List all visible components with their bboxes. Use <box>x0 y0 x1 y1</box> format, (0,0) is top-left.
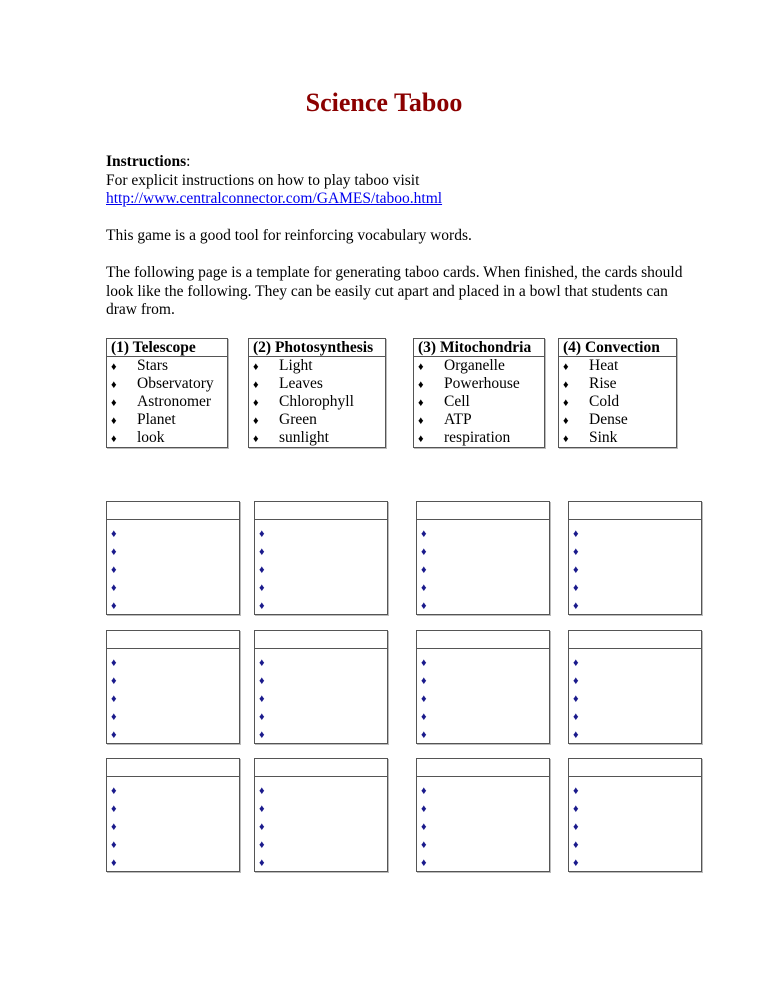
taboo-word <box>418 411 544 429</box>
example-card <box>558 338 677 448</box>
diamond-bullet-icon: ♦ <box>421 821 427 833</box>
diamond-bullet-icon: ♦ <box>259 657 265 669</box>
diamond-bullet-icon: ♦ <box>421 546 427 558</box>
blank-word <box>421 799 549 817</box>
blank-word <box>573 707 701 725</box>
diamond-bullet-icon: ♦ <box>573 693 579 705</box>
blank-word <box>421 835 549 853</box>
diamond-bullet-icon: ♦ <box>573 839 579 851</box>
word-list <box>249 357 385 447</box>
blank-word <box>259 524 387 542</box>
diamond-bullet-icon: ♦ <box>259 600 265 612</box>
word-list <box>417 649 549 743</box>
blank-card <box>106 758 240 872</box>
diamond-bullet-icon: ♦ <box>259 693 265 705</box>
diamond-bullet-icon: ♦ <box>418 361 424 373</box>
card-title-blank <box>569 759 701 777</box>
blank-word <box>111 524 239 542</box>
diamond-bullet-icon: ♦ <box>573 528 579 540</box>
blank-word <box>259 817 387 835</box>
word-list <box>559 357 676 447</box>
blank-word <box>259 653 387 671</box>
taboo-word <box>111 393 227 411</box>
diamond-bullet-icon: ♦ <box>111 729 117 741</box>
blank-word <box>421 542 549 560</box>
taboo-word <box>563 393 676 411</box>
blank-word <box>111 596 239 614</box>
taboo-word <box>111 375 227 393</box>
diamond-bullet-icon: ♦ <box>259 546 265 558</box>
instructions-text: For explicit instructions on how to play taboo visit <box>106 171 420 189</box>
card-title-blank <box>107 502 239 520</box>
diamond-bullet-icon: ♦ <box>111 379 117 391</box>
diamond-bullet-icon: ♦ <box>421 857 427 869</box>
card-title-blank <box>107 759 239 777</box>
diamond-bullet-icon: ♦ <box>573 657 579 669</box>
diamond-bullet-icon: ♦ <box>111 564 117 576</box>
blank-word <box>111 560 239 578</box>
diamond-bullet-icon: ♦ <box>111 711 117 723</box>
card-title-blank <box>569 631 701 649</box>
example-card <box>248 338 386 448</box>
word-text: Light <box>279 357 313 374</box>
card-title-blank <box>417 759 549 777</box>
diamond-bullet-icon: ♦ <box>421 675 427 687</box>
diamond-bullet-icon: ♦ <box>259 785 265 797</box>
blank-word <box>259 560 387 578</box>
diamond-bullet-icon: ♦ <box>418 415 424 427</box>
diamond-bullet-icon: ♦ <box>421 693 427 705</box>
diamond-bullet-icon: ♦ <box>259 803 265 815</box>
blank-word <box>111 653 239 671</box>
card-title-blank <box>255 759 387 777</box>
diamond-bullet-icon: ♦ <box>253 415 259 427</box>
diamond-bullet-icon: ♦ <box>111 582 117 594</box>
diamond-bullet-icon: ♦ <box>259 675 265 687</box>
blank-card <box>568 630 702 744</box>
diamond-bullet-icon: ♦ <box>563 361 569 373</box>
diamond-bullet-icon: ♦ <box>573 785 579 797</box>
taboo-word <box>418 429 544 447</box>
diamond-bullet-icon: ♦ <box>259 839 265 851</box>
word-list <box>414 357 544 447</box>
card-title-blank <box>417 631 549 649</box>
word-list <box>569 777 701 871</box>
colon: : <box>186 153 191 170</box>
blank-word <box>421 725 549 743</box>
diamond-bullet-icon: ♦ <box>111 433 117 445</box>
blank-word <box>259 542 387 560</box>
blank-word <box>111 835 239 853</box>
blank-word <box>421 853 549 871</box>
taboo-word <box>563 375 676 393</box>
blank-word <box>573 560 701 578</box>
taboo-word <box>253 411 385 429</box>
blank-word <box>421 707 549 725</box>
diamond-bullet-icon: ♦ <box>253 433 259 445</box>
word-text: Green <box>279 411 317 428</box>
diamond-bullet-icon: ♦ <box>573 675 579 687</box>
diamond-bullet-icon: ♦ <box>259 857 265 869</box>
example-card <box>413 338 545 448</box>
taboo-word <box>418 357 544 375</box>
card-title-blank <box>107 631 239 649</box>
blank-word <box>573 542 701 560</box>
diamond-bullet-icon: ♦ <box>259 582 265 594</box>
diamond-bullet-icon: ♦ <box>111 397 117 409</box>
instructions-label: Instructions <box>106 153 187 170</box>
diamond-bullet-icon: ♦ <box>253 397 259 409</box>
blank-word <box>111 671 239 689</box>
diamond-bullet-icon: ♦ <box>421 711 427 723</box>
blank-word <box>573 524 701 542</box>
blank-word <box>111 578 239 596</box>
blank-word <box>421 817 549 835</box>
taboo-word <box>563 357 676 375</box>
blank-word <box>573 653 701 671</box>
word-list <box>255 777 387 871</box>
diamond-bullet-icon: ♦ <box>563 433 569 445</box>
word-text: Rise <box>589 375 617 392</box>
diamond-bullet-icon: ♦ <box>418 397 424 409</box>
diamond-bullet-icon: ♦ <box>259 821 265 833</box>
diamond-bullet-icon: ♦ <box>111 528 117 540</box>
diamond-bullet-icon: ♦ <box>573 821 579 833</box>
diamond-bullet-icon: ♦ <box>421 600 427 612</box>
diamond-bullet-icon: ♦ <box>421 657 427 669</box>
diamond-bullet-icon: ♦ <box>418 433 424 445</box>
blank-word <box>111 817 239 835</box>
taboo-word <box>563 429 676 447</box>
card-title: (4) Convection <box>559 339 676 357</box>
diamond-bullet-icon: ♦ <box>421 839 427 851</box>
diamond-bullet-icon: ♦ <box>563 415 569 427</box>
diamond-bullet-icon: ♦ <box>573 711 579 723</box>
word-list <box>107 357 227 447</box>
card-title: (3) Mitochondria <box>414 339 544 357</box>
blank-word <box>573 781 701 799</box>
paragraph-vocabulary: This game is a good tool for reinforcing vocabulary words. <box>106 227 472 244</box>
diamond-bullet-icon: ♦ <box>253 379 259 391</box>
word-list <box>569 649 701 743</box>
word-text: ATP <box>444 411 472 428</box>
paragraph-template: The following page is a template for generating taboo cards. When finished, the cards should look like the following. They can be easily cut apart and placed in a bowl that students can draw from. <box>106 264 683 318</box>
diamond-bullet-icon: ♦ <box>259 711 265 723</box>
word-list <box>107 777 239 871</box>
blank-word <box>573 578 701 596</box>
blank-word <box>259 799 387 817</box>
diamond-bullet-icon: ♦ <box>421 582 427 594</box>
card-title: (1) Telescope <box>107 339 227 357</box>
blank-card <box>416 758 550 872</box>
blank-card <box>416 630 550 744</box>
diamond-bullet-icon: ♦ <box>111 600 117 612</box>
word-text: Cold <box>589 393 620 410</box>
blank-word <box>421 560 549 578</box>
blank-word <box>421 671 549 689</box>
word-text: respiration <box>444 429 511 446</box>
instructions <box>106 153 686 209</box>
word-text: Stars <box>137 357 168 374</box>
diamond-bullet-icon: ♦ <box>111 415 117 427</box>
diamond-bullet-icon: ♦ <box>111 857 117 869</box>
diamond-bullet-icon: ♦ <box>111 785 117 797</box>
blank-word <box>111 781 239 799</box>
card-title: (2) Photosynthesis <box>249 339 385 357</box>
card-title-blank <box>255 631 387 649</box>
word-text: sunlight <box>279 429 329 446</box>
word-text: Organelle <box>444 357 505 374</box>
word-list <box>107 520 239 614</box>
blank-word <box>259 689 387 707</box>
taboo-link[interactable]: http://www.centralconnector.com/GAMES/taboo.html <box>106 190 443 207</box>
blank-word <box>111 689 239 707</box>
blank-word <box>259 578 387 596</box>
diamond-bullet-icon: ♦ <box>573 600 579 612</box>
blank-word <box>421 596 549 614</box>
diamond-bullet-icon: ♦ <box>421 785 427 797</box>
blank-card <box>254 630 388 744</box>
diamond-bullet-icon: ♦ <box>111 657 117 669</box>
blank-card <box>254 501 388 615</box>
blank-word <box>111 725 239 743</box>
example-card <box>106 338 228 448</box>
blank-card <box>106 501 240 615</box>
word-list <box>255 649 387 743</box>
diamond-bullet-icon: ♦ <box>418 379 424 391</box>
word-text: Sink <box>589 429 618 446</box>
blank-word <box>259 725 387 743</box>
word-text: Observatory <box>137 375 214 392</box>
taboo-word <box>111 429 227 447</box>
diamond-bullet-icon: ♦ <box>111 803 117 815</box>
blank-word <box>259 671 387 689</box>
word-text: Chlorophyll <box>279 393 354 410</box>
diamond-bullet-icon: ♦ <box>573 729 579 741</box>
diamond-bullet-icon: ♦ <box>573 803 579 815</box>
diamond-bullet-icon: ♦ <box>563 397 569 409</box>
diamond-bullet-icon: ♦ <box>259 564 265 576</box>
blank-word <box>111 707 239 725</box>
blank-card <box>568 501 702 615</box>
blank-word <box>111 853 239 871</box>
word-text: Powerhouse <box>444 375 520 392</box>
blank-word <box>421 653 549 671</box>
word-list <box>255 520 387 614</box>
diamond-bullet-icon: ♦ <box>111 675 117 687</box>
diamond-bullet-icon: ♦ <box>111 821 117 833</box>
blank-word <box>573 835 701 853</box>
diamond-bullet-icon: ♦ <box>573 564 579 576</box>
blank-word <box>573 799 701 817</box>
diamond-bullet-icon: ♦ <box>111 361 117 373</box>
blank-word <box>573 596 701 614</box>
taboo-word <box>418 375 544 393</box>
diamond-bullet-icon: ♦ <box>421 528 427 540</box>
blank-word <box>111 542 239 560</box>
taboo-word <box>111 411 227 429</box>
blank-word <box>573 689 701 707</box>
word-text: Leaves <box>279 375 323 392</box>
word-text: Astronomer <box>137 393 212 410</box>
blank-card <box>568 758 702 872</box>
blank-word <box>573 853 701 871</box>
word-list <box>569 520 701 614</box>
word-text: look <box>137 429 165 446</box>
blank-word <box>421 689 549 707</box>
blank-card <box>416 501 550 615</box>
word-text: Dense <box>589 411 628 428</box>
word-text: Cell <box>444 393 470 410</box>
diamond-bullet-icon: ♦ <box>259 729 265 741</box>
taboo-word <box>418 393 544 411</box>
word-list <box>417 777 549 871</box>
word-text: Heat <box>589 357 619 374</box>
blank-word <box>421 524 549 542</box>
blank-word <box>259 853 387 871</box>
word-text: Planet <box>137 411 176 428</box>
taboo-word <box>253 375 385 393</box>
word-list <box>417 520 549 614</box>
blank-card <box>254 758 388 872</box>
diamond-bullet-icon: ♦ <box>421 803 427 815</box>
diamond-bullet-icon: ♦ <box>111 839 117 851</box>
card-title-blank <box>417 502 549 520</box>
page-title: Science Taboo <box>305 88 463 117</box>
diamond-bullet-icon: ♦ <box>563 379 569 391</box>
blank-card <box>106 630 240 744</box>
blank-word <box>111 799 239 817</box>
blank-word <box>421 578 549 596</box>
blank-word <box>573 817 701 835</box>
diamond-bullet-icon: ♦ <box>421 564 427 576</box>
blank-word <box>259 781 387 799</box>
taboo-word <box>253 357 385 375</box>
diamond-bullet-icon: ♦ <box>111 693 117 705</box>
blank-word <box>259 596 387 614</box>
blank-word <box>259 835 387 853</box>
diamond-bullet-icon: ♦ <box>111 546 117 558</box>
word-list <box>107 649 239 743</box>
diamond-bullet-icon: ♦ <box>259 528 265 540</box>
diamond-bullet-icon: ♦ <box>573 582 579 594</box>
taboo-word <box>111 357 227 375</box>
diamond-bullet-icon: ♦ <box>253 361 259 373</box>
diamond-bullet-icon: ♦ <box>573 857 579 869</box>
card-title-blank <box>569 502 701 520</box>
taboo-word <box>253 393 385 411</box>
blank-word <box>259 707 387 725</box>
blank-word <box>573 671 701 689</box>
card-title-blank <box>255 502 387 520</box>
diamond-bullet-icon: ♦ <box>421 729 427 741</box>
diamond-bullet-icon: ♦ <box>573 546 579 558</box>
taboo-word <box>253 429 385 447</box>
blank-word <box>421 781 549 799</box>
blank-word <box>573 725 701 743</box>
taboo-word <box>563 411 676 429</box>
